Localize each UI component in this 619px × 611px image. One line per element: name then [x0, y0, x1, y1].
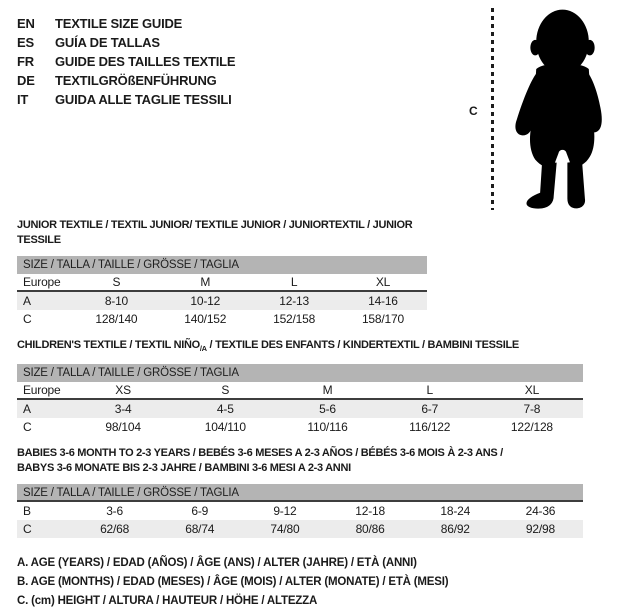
size-band: SIZE / TALLA / TAILLE / GRÖSSE / TAGLIA	[17, 256, 427, 274]
header	[17, 0, 583, 212]
value-cell: 4-5	[216, 402, 234, 417]
size-header-cell: M	[200, 275, 211, 289]
value-cell: 5-6	[319, 402, 336, 417]
data-row	[17, 400, 583, 418]
value-cell: 9-12	[273, 504, 297, 519]
legend-footnotes	[17, 554, 583, 611]
footnote-height-cm: C. (cm) HEIGHT / ALTURA / HAUTEUR / HÖHE / ALTEZZA	[17, 595, 318, 608]
row-label-cell: B	[23, 504, 31, 519]
row-label-cell: A	[23, 402, 31, 417]
table-title-line	[17, 338, 583, 356]
footnote-age-months: B. AGE (MONTHS) / EDAD (MESES) / ÂGE (MOIS) / ALTER (MONATE) / ETÀ (MESI)	[17, 576, 449, 589]
data-row	[17, 310, 427, 328]
table-grid	[17, 484, 583, 538]
size-header-cell: S	[112, 275, 121, 289]
value-cell: 92/98	[525, 522, 555, 537]
value-cell: 80/86	[355, 522, 385, 537]
language-label: GUÍA DE TALLAS	[55, 35, 160, 50]
value-cell: 122/128	[510, 420, 553, 435]
data-row	[17, 520, 583, 538]
table-title	[17, 338, 583, 356]
babies-size-table	[17, 446, 583, 538]
value-cell: 158/170	[361, 312, 404, 326]
size-header-cell: L	[290, 275, 298, 289]
tables-area	[17, 218, 583, 611]
footnote-age-years: A. AGE (YEARS) / EDAD (AÑOS) / ÂGE (ANS) / ALTER (JAHRE) / ETÀ (ANNI)	[17, 557, 417, 570]
size-header-cell: XL	[375, 275, 391, 289]
value-cell: 6-7	[421, 402, 439, 417]
row-label-cell: C	[23, 312, 32, 326]
region-header-row	[17, 382, 583, 400]
size-header-cell: XS	[115, 383, 131, 398]
language-label: GUIDA ALLE TAGLIE TESSILI	[55, 92, 232, 107]
table-title-line	[17, 446, 583, 461]
region-label-cell: Europe	[23, 383, 61, 398]
value-cell: 110/116	[307, 420, 348, 435]
row-label-cell: C	[23, 522, 32, 537]
value-cell: 74/80	[270, 522, 300, 537]
value-cell: 86/92	[440, 522, 470, 537]
value-cell: 24-36	[525, 504, 556, 519]
size-header-cell: XL	[524, 383, 540, 398]
value-cell: 3-4	[114, 402, 132, 417]
value-cell: 10-12	[190, 294, 221, 308]
value-cell: 12-18	[355, 504, 385, 519]
value-cell: 7-8	[523, 402, 541, 417]
region-header-row	[17, 274, 427, 292]
table-title-part: JUNIOR TEXTILE / TEXTIL JUNIOR/ TEXTILE JUNIOR / JUNIORTEXTIL / JUNIOR TESSILE	[17, 219, 413, 246]
table-title	[17, 218, 427, 248]
value-cell: 152/158	[273, 312, 316, 326]
table-title-part: CHILDREN'S TEXTILE / TEXTIL NIÑO	[17, 339, 200, 351]
language-code: EN	[17, 16, 35, 31]
measure-c-label: C	[469, 104, 478, 118]
value-cell: 6-9	[191, 504, 209, 519]
value-cell: 116/122	[409, 420, 451, 435]
table-grid	[17, 364, 583, 436]
value-cell: 140/152	[184, 312, 227, 326]
size-band: SIZE / TALLA / TAILLE / GRÖSSE / TAGLIA	[17, 364, 583, 382]
value-cell: 62/68	[100, 522, 130, 537]
table-title	[17, 446, 583, 476]
row-label-cell: A	[23, 294, 31, 308]
table-title-line	[17, 218, 427, 248]
baby-silhouette-icon	[507, 6, 619, 212]
language-code: ES	[17, 35, 34, 50]
row-label-cell: C	[23, 420, 32, 435]
children-size-table	[17, 338, 583, 436]
baby-figure	[457, 6, 615, 212]
language-code: DE	[17, 73, 35, 88]
data-row	[17, 418, 583, 436]
region-label-cell: Europe	[23, 275, 61, 289]
size-header-cell: M	[322, 383, 333, 398]
size-header-cell: L	[426, 383, 433, 398]
value-cell: 104/110	[204, 420, 246, 435]
height-measure-dashed-line	[491, 8, 494, 210]
data-row	[17, 502, 583, 520]
size-header-cell: S	[221, 383, 230, 398]
value-cell: 18-24	[440, 504, 471, 519]
value-cell: 12-13	[279, 294, 309, 308]
language-code: FR	[17, 54, 34, 69]
table-title-part: BABYS 3-6 MONATE BIS 2-3 JAHRE / BAMBINI 3-6 MESI A 2-3 ANNI	[17, 462, 351, 475]
value-cell: 98/104	[105, 420, 141, 435]
value-cell: 14-16	[368, 294, 398, 308]
value-cell: 8-10	[104, 294, 129, 308]
table-title-part: BABIES 3-6 MONTH TO 2-3 YEARS / BEBÉS 3-6 MESES A 2-3 AÑOS / BÉBÉS 3-6 MOIS À 2-3 ANS /	[17, 447, 503, 460]
data-row	[17, 292, 427, 310]
table-title-line	[17, 461, 583, 476]
table-grid	[17, 256, 427, 328]
language-label: TEXTILE SIZE GUIDE	[55, 16, 183, 31]
table-title-part: /A	[199, 344, 207, 354]
language-label: GUIDE DES TAILLES TEXTILE	[55, 54, 236, 69]
table-title-part: / TEXTILE DES ENFANTS / KINDERTEXTIL / BAMBINI TESSILE	[206, 339, 519, 351]
language-label: TEXTILGRÖßENFÜHRUNG	[55, 73, 217, 88]
value-cell: 68/74	[185, 522, 215, 537]
language-code: IT	[17, 92, 29, 107]
junior-size-table	[17, 218, 427, 328]
value-cell: 3-6	[106, 504, 123, 519]
size-band: SIZE / TALLA / TAILLE / GRÖSSE / TAGLIA	[17, 484, 583, 502]
value-cell: 128/140	[95, 312, 138, 326]
